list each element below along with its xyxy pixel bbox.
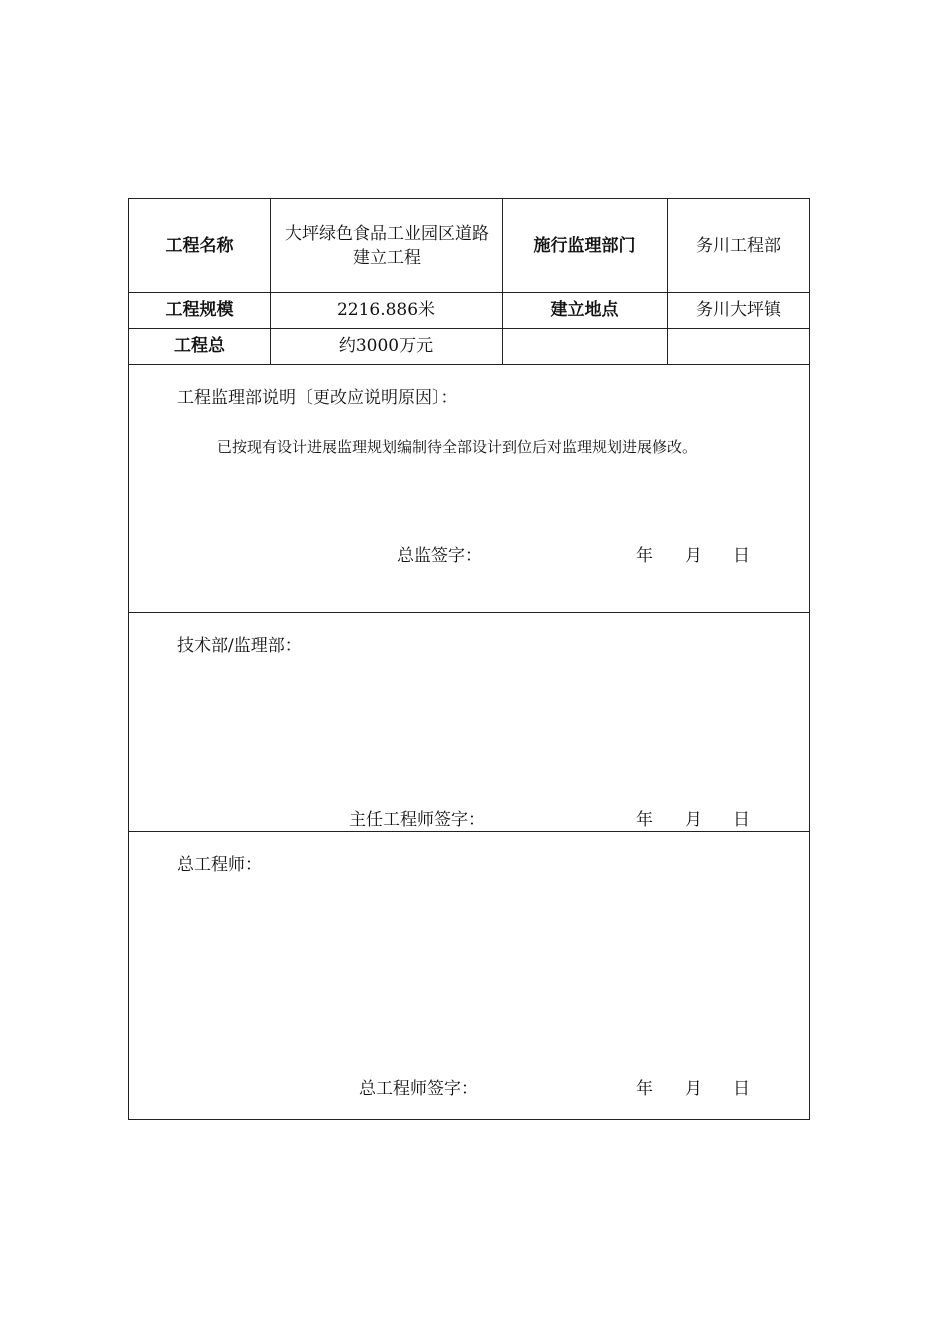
section2-signature-label: 主任工程师签字： [349, 810, 485, 830]
total-value: 约3000万元 [338, 336, 434, 356]
section3-day: 日 [733, 1079, 750, 1099]
section1-signature-label: 总监签字： [397, 546, 482, 566]
project-name-label: 工程名称 [165, 235, 234, 256]
section3-month: 月 [685, 1079, 702, 1099]
section2-year: 年 [636, 810, 653, 830]
section3-signature-label: 总工程师签字： [359, 1079, 478, 1099]
total-label: 工程总 [174, 336, 225, 356]
section2-title: 技术部/监理部： [177, 636, 302, 656]
row-divider [129, 364, 809, 365]
section1-body: 已按现有设计进展监理规划编制待全部设计到位后对监理规划进展修改。 [217, 438, 698, 456]
section-divider [129, 612, 809, 613]
section1-title: 工程监理部说明〔更改应说明原因〕： [177, 388, 458, 408]
section2-day: 日 [733, 810, 750, 830]
section3-title: 总工程师： [177, 855, 262, 875]
section1-month: 月 [685, 546, 702, 566]
section1-day: 日 [733, 546, 750, 566]
location-value: 务川大坪镇 [696, 300, 781, 320]
project-change-form [128, 198, 810, 1120]
section1-year: 年 [636, 546, 653, 566]
scale-label: 工程规模 [165, 300, 234, 320]
location-label: 建立地点 [550, 300, 619, 320]
project-name-value: 大坪绿色食品工业园区道路建立工程 [285, 223, 489, 268]
supervision-dept-label: 施行监理部门 [533, 235, 636, 256]
scale-value: 2216.886米 [336, 300, 436, 320]
section2-month: 月 [685, 810, 702, 830]
section3-year: 年 [636, 1079, 653, 1099]
supervision-dept-value: 务川工程部 [696, 235, 781, 256]
